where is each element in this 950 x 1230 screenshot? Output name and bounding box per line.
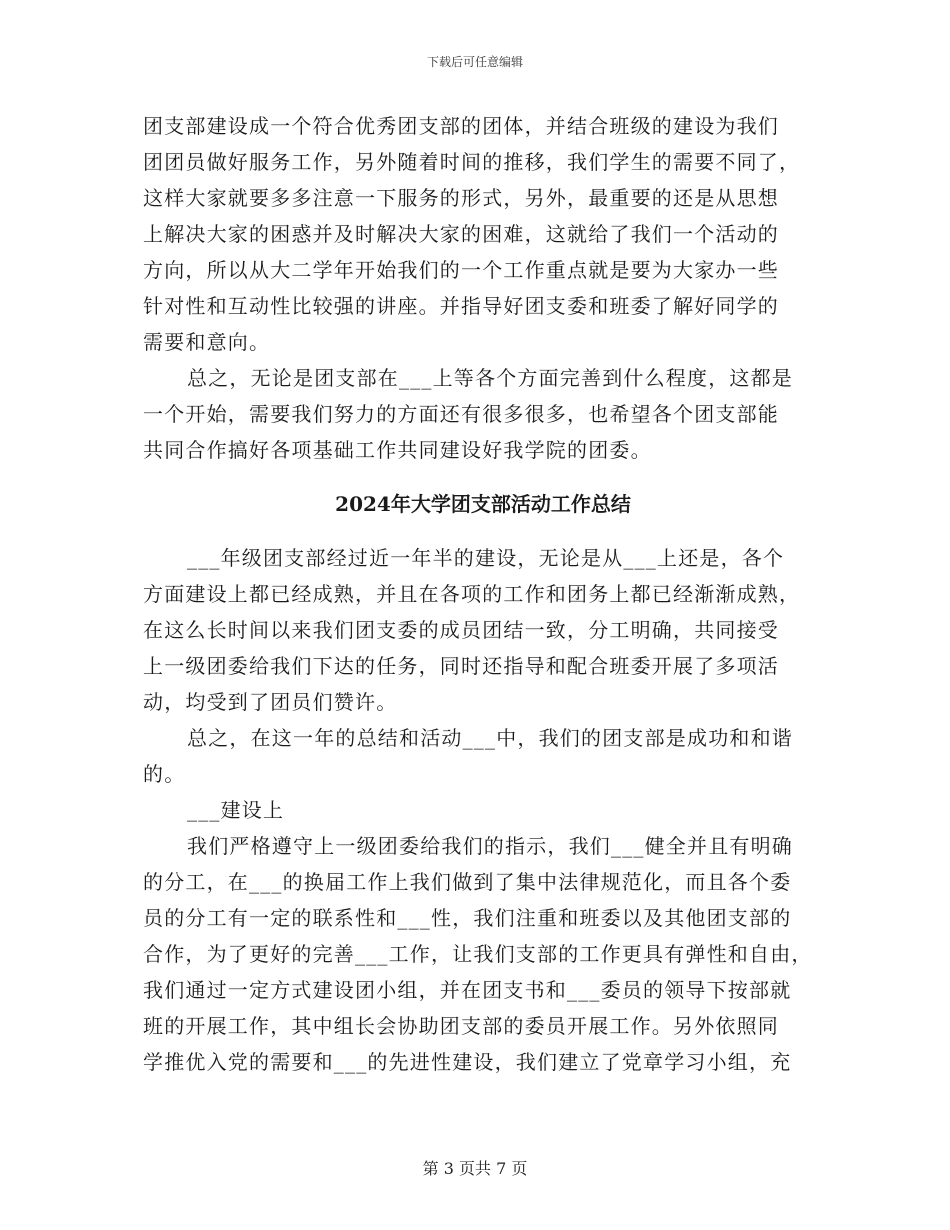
paragraph-line: 总之，在这一年的总结和活动___中，我们的团支部是成功和和谐 bbox=[187, 726, 793, 750]
paragraph-line: ___年级团支部经过近一年半的建设，无论是从___上还是，各个 bbox=[187, 546, 785, 570]
paragraph-line: 团支部建设成一个符合优秀团支部的团体，并结合班级的建设为我们 bbox=[143, 114, 779, 138]
paragraph-line: 的分工，在___的换届工作上我们做到了集中法律规范化，而且各个委 bbox=[143, 870, 792, 894]
paragraph-line: 上解决大家的困惑并及时解决大家的困难，这就给了我们一个活动的 bbox=[143, 222, 779, 246]
paragraph-line: 学推优入党的需要和___的先进性建设，我们建立了党章学习小组，充 bbox=[143, 1050, 792, 1074]
section-title: 2024年大学团支部活动工作总结 bbox=[335, 492, 631, 516]
paragraph-line: 需要和意向。 bbox=[143, 330, 271, 354]
paragraph-line: 这样大家就要多多注意一下服务的形式，另外，最重要的还是从思想 bbox=[143, 186, 779, 210]
page-header: 下载后可任意编辑 bbox=[426, 55, 523, 69]
paragraph-line: 合作，为了更好的完善___工作，让我们支部的工作更具有弹性和自由， bbox=[143, 942, 813, 966]
document-body bbox=[143, 108, 823, 1080]
paragraph-line: 共同合作搞好各项基础工作共同建设好我学院的团委。 bbox=[143, 438, 652, 462]
paragraph-line: 一个开始，需要我们努力的方面还有很多很多，也希望各个团支部能 bbox=[143, 402, 779, 426]
paragraph-line: 动，均受到了团员们赞许。 bbox=[143, 690, 398, 714]
paragraph-line: 团团员做好服务工作，另外随着时间的推移，我们学生的需要不同了， bbox=[143, 150, 801, 174]
paragraph-line: 在这么长时间以来我们团支委的成员团结一致，分工明确，共同接受 bbox=[143, 618, 779, 642]
paragraph-line: 上一级团委给我们下达的任务，同时还指导和配合班委开展了多项活 bbox=[143, 654, 779, 678]
page-footer: 第 3 页共 7 页 bbox=[422, 1159, 528, 1178]
paragraph-line: 我们严格遵守上一级团委给我们的指示，我们___健全并且有明确 bbox=[187, 834, 793, 858]
paragraph-line: 的。 bbox=[143, 762, 186, 786]
paragraph-line: 我们通过一定方式建设团小组，并在团支书和___委员的领导下按部就 bbox=[143, 978, 792, 1002]
paragraph-line: 班的开展工作，其中组长会协助团支部的委员开展工作。另外依照同 bbox=[143, 1014, 779, 1038]
paragraph-line: 针对性和互动性比较强的讲座。并指导好团支委和班委了解好同学的 bbox=[143, 294, 779, 318]
paragraph-line: 总之，无论是团支部在___上等各个方面完善到什么程度，这都是 bbox=[187, 366, 793, 390]
paragraph-line: ___建设上 bbox=[187, 798, 285, 822]
paragraph-line: 员的分工有一定的联系性和___性，我们注重和班委以及其他团支部的 bbox=[143, 906, 792, 930]
paragraph-line: 方向，所以从大二学年开始我们的一个工作重点就是要为大家办一些 bbox=[143, 258, 779, 282]
paragraph-line: 方面建设上都已经成熟，并且在各项的工作和团务上都已经渐渐成熟， bbox=[143, 582, 801, 606]
